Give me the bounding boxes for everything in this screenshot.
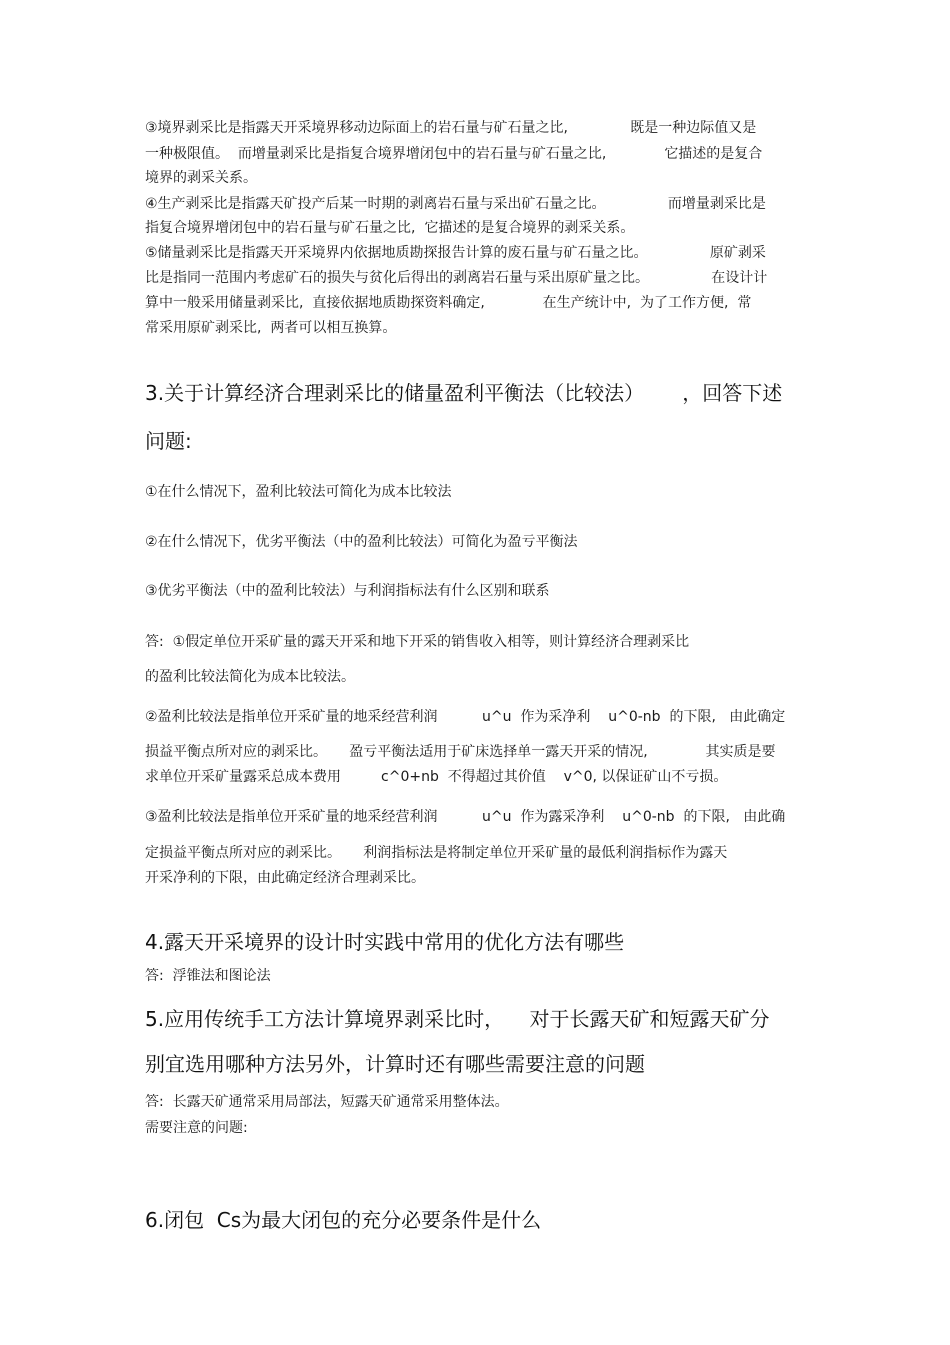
section-5-heading-line-1: 5.应用传统手工方法计算境界剥采比时， 对于长露天矿和短露天矿分 (145, 1007, 770, 1031)
para-3-line-3: 境界的剥采关系。 (145, 170, 257, 186)
section-3-question-2: ②在什么情况下，优劣平衡法（中的盈利比较法）可简化为盈亏平衡法 (145, 534, 578, 550)
section-3-answer-line-3: ②盈利比较法是指单位开采矿量的地采经营利润 u^u 作为采净利 u^0-nb 的下限, 由此确定 (145, 709, 786, 725)
para-5-line-2: 比是指同一范围内考虑矿石的损失与贫化后得出的剥离岩石量与采出原矿量之比。 在设计计 (145, 270, 768, 286)
section-5-answer-line-2: 需要注意的问题: (145, 1120, 248, 1136)
para-3-line-2: 一种极限值。 而增量剥采比是指复合境界增闭包中的岩石量与矿石量之比, 它描述的是复合 (145, 146, 763, 162)
section-3-answer-line-4: 损益平衡点所对应的剥采比。 盈亏平衡法适用于矿床选择单一露天开采的情况, 其实质是要 (145, 744, 776, 760)
section-3-question-1: ①在什么情况下，盈利比较法可简化为成本比较法 (145, 484, 452, 500)
para-5-line-4: 常采用原矿剥采比, 两者可以相互换算。 (145, 320, 397, 336)
section-3-answer-line-5: 求单位开采矿量露采总成本费用 c^0+nb 不得超过其价值 v^0, 以保证矿山不亏损。 (145, 769, 728, 785)
para-5-line-3: 算中一般采用储量剥采比, 直接依据地质勘探资料确定, 在生产统计中, 为了工作方便, 常 (145, 295, 752, 311)
section-3-answer-line-1: 答: ①假定单位开采矿量的露天开采和地下开采的销售收入相等，则计算经济合理剥采比 (145, 634, 690, 650)
section-6-heading: 6.闭包 Cs为最大闭包的充分必要条件是什么 (145, 1208, 542, 1232)
section-4-answer: 答: 浮锥法和图论法 (145, 968, 271, 984)
section-3-question-3: ③优劣平衡法（中的盈利比较法）与利润指标法有什么区别和联系 (145, 583, 550, 599)
section-5-answer-line-1: 答: 长露天矿通常采用局部法，短露天矿通常采用整体法。 (145, 1094, 509, 1110)
section-3-answer-line-8: 开采净利的下限，由此确定经济合理剥采比。 (145, 870, 425, 886)
section-3-answer-line-7: 定损益平衡点所对应的剥采比。 利润指标法是将制定单位开采矿量的最低利润指标作为露天 (145, 845, 728, 861)
section-5-heading-line-2: 别宜选用哪种方法另外，计算时还有哪些需要注意的问题 (145, 1052, 645, 1076)
section-3-heading-line-2: 问题: (145, 429, 192, 453)
para-4-line-1: ④生产剥采比是指露天矿投产后某一时期的剥离岩石量与采出矿石量之比。 而增量剥采比是 (145, 196, 766, 212)
para-4-line-2: 指复合境界增闭包中的岩石量与矿石量之比, 它描述的是复合境界的剥采关系。 (145, 220, 635, 236)
section-4-heading: 4.露天开采境界的设计时实践中常用的优化方法有哪些 (145, 930, 625, 954)
para-3-line-1: ③境界剥采比是指露天开采境界移动边际面上的岩石量与矿石量之比, 既是一种边际值又是 (145, 120, 757, 136)
section-3-heading-line-1: 3.关于计算经济合理剥采比的储量盈利平衡法（比较法） ，回答下述 (145, 381, 783, 405)
section-3-answer-line-6: ③盈利比较法是指单位开采矿量的地采经营利润 u^u 作为露采净利 u^0-nb 的下限, 由此确 (145, 809, 786, 825)
section-3-answer-line-2: 的盈利比较法简化为成本比较法。 (145, 669, 355, 685)
para-5-line-1: ⑤储量剥采比是指露天开采境界内依据地质勘探报告计算的废石量与矿石量之比。 原矿剥采 (145, 245, 766, 261)
